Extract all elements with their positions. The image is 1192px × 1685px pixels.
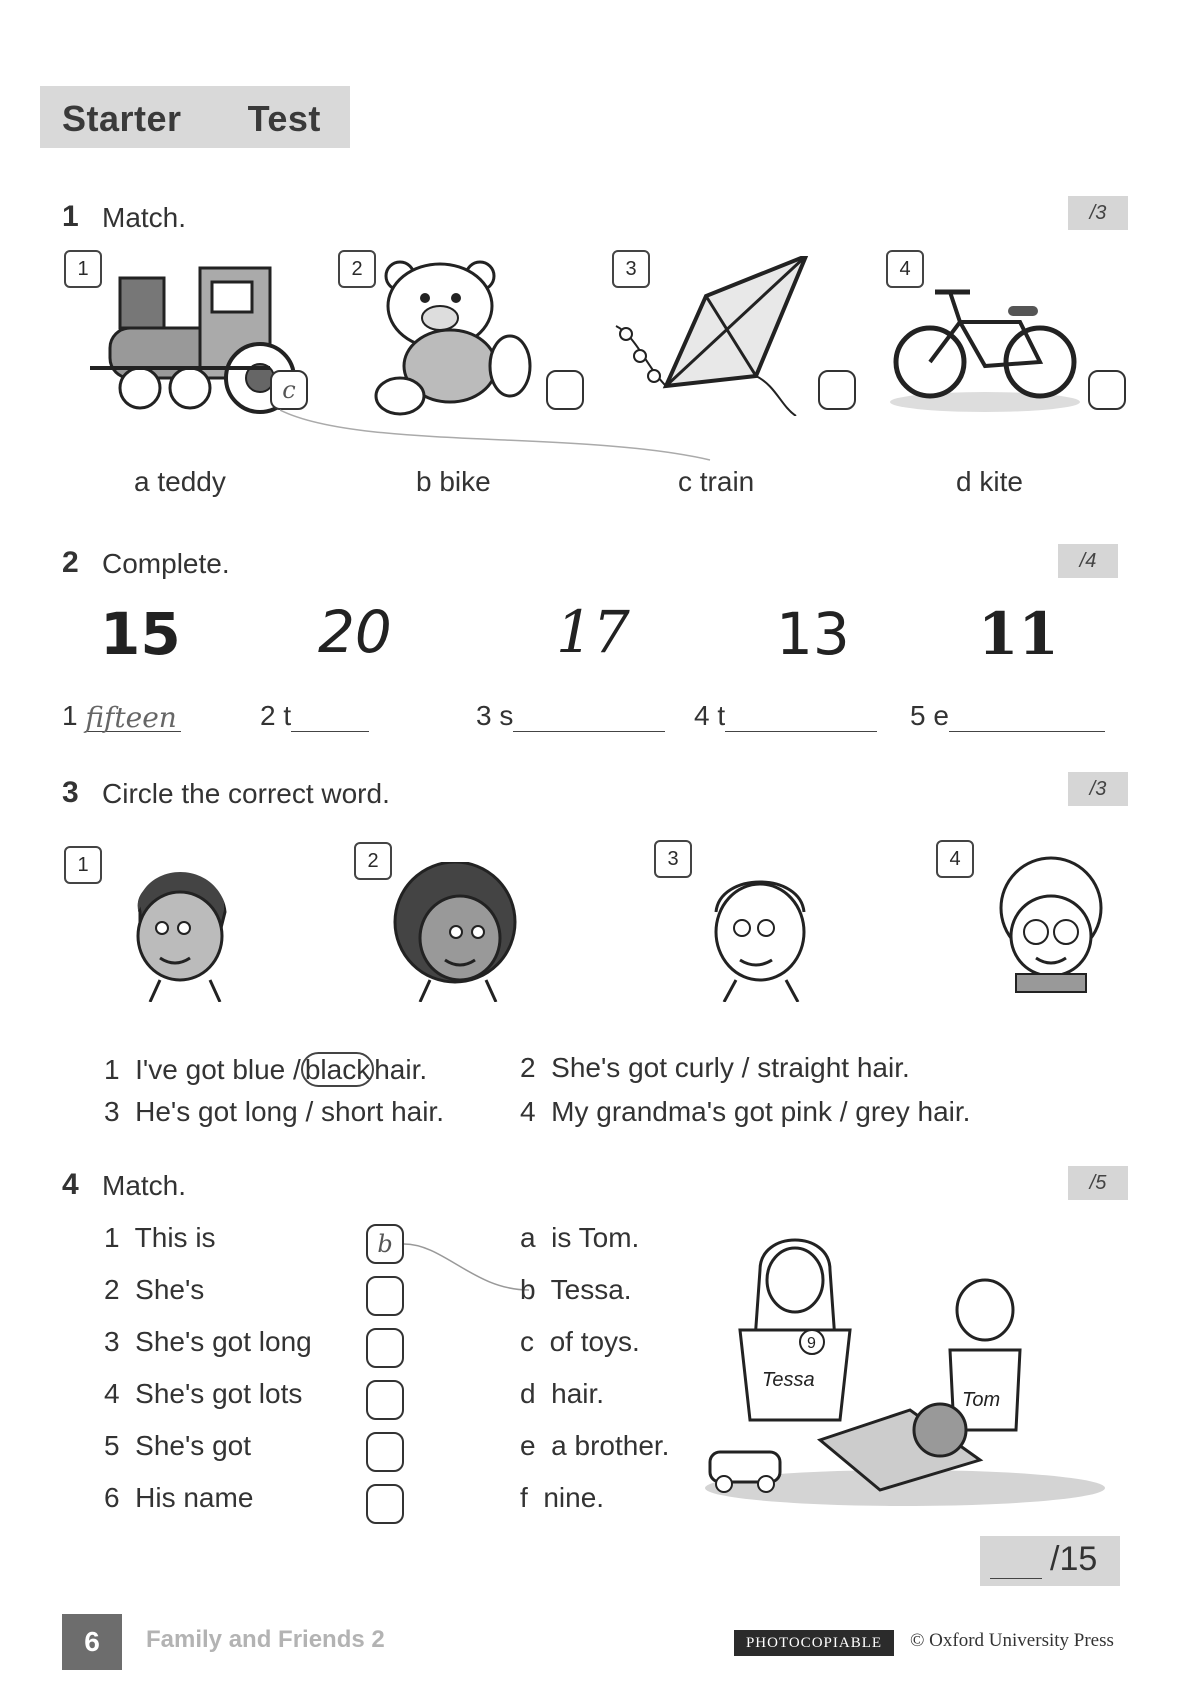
answer-3-line[interactable] (513, 701, 665, 732)
right-item-d-letter: d (520, 1378, 536, 1409)
section-2-score: /4 (1058, 544, 1118, 578)
left-item-6-number: 6 (104, 1482, 120, 1513)
section-3-title: Circle the correct word. (102, 778, 390, 809)
sentence-2-text[interactable]: She's got curly / straight hair. (551, 1052, 910, 1083)
section-3-score: /3 (1068, 772, 1128, 806)
number-5: 11 (978, 600, 1059, 668)
left-item-5 (104, 1430, 251, 1462)
left-item-5-text: She's got (135, 1430, 252, 1461)
right-item-c-text: of toys. (549, 1326, 640, 1357)
sentence-1-circled[interactable]: black (301, 1052, 374, 1087)
page-number: 6 (62, 1614, 122, 1670)
sentence-3-number: 3 (104, 1096, 120, 1127)
left-item-4-number: 4 (104, 1378, 120, 1409)
left-item-3-text: She's got long (135, 1326, 312, 1357)
boy-short-hair-icon (700, 862, 820, 1002)
right-item-a (520, 1222, 639, 1254)
title-word-1: Starter (62, 98, 182, 139)
right-item-c-letter: c (520, 1326, 534, 1357)
left-item-2 (104, 1274, 204, 1306)
answer-2 (260, 700, 369, 732)
answer-1-prefix: 1 (62, 700, 86, 731)
word-d: d kite (956, 466, 1023, 497)
left-item-3-number: 3 (104, 1326, 120, 1357)
section-1-number: 1 (62, 200, 79, 233)
face-number-4: 4 (936, 840, 974, 878)
girl-shirt-label: Tessa (762, 1369, 815, 1391)
left-item-3 (104, 1326, 312, 1358)
children-playing-icon (700, 1230, 1110, 1510)
right-item-f (520, 1482, 604, 1514)
left-item-2-text: She's (135, 1274, 205, 1305)
example-match-line-4 (404, 1240, 534, 1300)
left-item-4 (104, 1378, 302, 1410)
answer-3-prefix: 3 s (476, 700, 514, 731)
picture-number-1: 1 (64, 250, 102, 288)
right-item-e (520, 1430, 669, 1462)
section-1-score: /3 (1068, 196, 1128, 230)
answer-4 (694, 700, 877, 732)
match-box-1[interactable]: b (366, 1224, 404, 1264)
total-score: /15 (1050, 1540, 1098, 1578)
answer-5-line[interactable] (949, 701, 1105, 732)
answer-box-1[interactable]: c (270, 370, 308, 410)
answer-1-line[interactable]: fifteen (85, 701, 181, 732)
teddy-icon (370, 256, 540, 416)
number-3: 17 (556, 598, 630, 666)
sentence-2-number: 2 (520, 1052, 536, 1083)
face-number-2: 2 (354, 842, 392, 880)
word-c: c train (678, 466, 755, 497)
sentence-1-number: 1 (104, 1054, 120, 1085)
answer-1 (62, 700, 181, 732)
right-item-b-letter: b (520, 1274, 536, 1305)
example-match-line (280, 400, 720, 470)
match-box-3[interactable] (366, 1328, 404, 1368)
train-icon (80, 258, 300, 418)
section-2-title: Complete. (102, 548, 230, 579)
publisher-credit: © Oxford University Press (910, 1630, 1114, 1651)
left-item-4-text: She's got lots (135, 1378, 303, 1409)
right-item-b-text: Tessa. (550, 1274, 632, 1305)
bike-icon (890, 282, 1080, 412)
section-4-title: Match. (102, 1170, 187, 1201)
left-item-6-text: His name (135, 1482, 254, 1513)
section-4-score: /5 (1068, 1166, 1128, 1200)
answer-4-line[interactable] (725, 701, 877, 732)
word-a: a teddy (134, 466, 226, 497)
answer-4-prefix: 4 t (694, 700, 726, 731)
photocopiable-badge: PHOTOCOPIABLE (734, 1630, 894, 1656)
number-2: 20 (318, 598, 392, 666)
right-item-a-letter: a (520, 1222, 536, 1253)
page-title (62, 98, 321, 140)
right-item-f-letter: f (520, 1482, 528, 1513)
grandma-icon (986, 856, 1116, 996)
right-item-f-text: nine. (543, 1482, 605, 1513)
match-box-4[interactable] (366, 1380, 404, 1420)
face-number-1: 1 (64, 846, 102, 884)
boy-black-hair-icon (120, 862, 240, 1002)
answer-3 (476, 700, 665, 732)
section-3-number: 3 (62, 776, 79, 809)
left-item-6 (104, 1482, 253, 1514)
number-4: 13 (776, 600, 850, 668)
left-item-1-number: 1 (104, 1222, 120, 1253)
answer-box-4[interactable] (1088, 370, 1126, 410)
total-score-line[interactable] (990, 1578, 1042, 1579)
sentence-3 (104, 1096, 444, 1128)
answer-5-prefix: 5 e (910, 700, 949, 731)
left-item-2-number: 2 (104, 1274, 120, 1305)
match-box-6[interactable] (366, 1484, 404, 1524)
sentence-4-number: 4 (520, 1096, 536, 1127)
girl-curly-hair-icon (390, 862, 520, 1002)
number-1: 15 (100, 600, 181, 668)
face-number-3: 3 (654, 840, 692, 878)
sentence-1 (104, 1054, 427, 1086)
sentence-4-text[interactable]: My grandma's got pink / grey hair. (551, 1096, 971, 1127)
left-item-5-number: 5 (104, 1430, 120, 1461)
picture-number-4: 4 (886, 250, 924, 288)
answer-2-line[interactable] (291, 701, 369, 732)
answer-box-3[interactable] (818, 370, 856, 410)
book-title: Family and Friends 2 (146, 1626, 385, 1653)
sentence-1-after: hair. (374, 1054, 428, 1085)
answer-2-prefix: 2 t (260, 700, 292, 731)
section-4-number: 4 (62, 1168, 79, 1201)
left-item-1 (104, 1222, 216, 1254)
sentence-2 (520, 1052, 910, 1084)
girl-number-label: 9 (807, 1335, 816, 1352)
match-box-5[interactable] (366, 1432, 404, 1472)
right-item-e-text: a brother. (551, 1430, 670, 1461)
right-item-d (520, 1378, 604, 1410)
boy-shirt-label: Tom (962, 1389, 1001, 1411)
picture-number-3: 3 (612, 250, 650, 288)
section-2-number: 2 (62, 546, 79, 579)
match-box-2[interactable] (366, 1276, 404, 1316)
sentence-4 (520, 1096, 970, 1128)
right-item-c (520, 1326, 640, 1358)
kite-icon (606, 256, 826, 416)
right-item-a-text: is Tom. (551, 1222, 640, 1253)
picture-number-2: 2 (338, 250, 376, 288)
answer-5 (910, 700, 1105, 732)
right-item-d-text: hair. (551, 1378, 605, 1409)
right-item-e-letter: e (520, 1430, 536, 1461)
right-item-b (520, 1274, 632, 1306)
left-item-1-text: This is (134, 1222, 216, 1253)
word-b: b bike (416, 466, 491, 497)
sentence-3-text[interactable]: He's got long / short hair. (135, 1096, 444, 1127)
sentence-1-before: I've got blue / (135, 1054, 301, 1085)
section-1-title: Match. (102, 202, 187, 233)
title-word-2: Test (247, 98, 321, 139)
